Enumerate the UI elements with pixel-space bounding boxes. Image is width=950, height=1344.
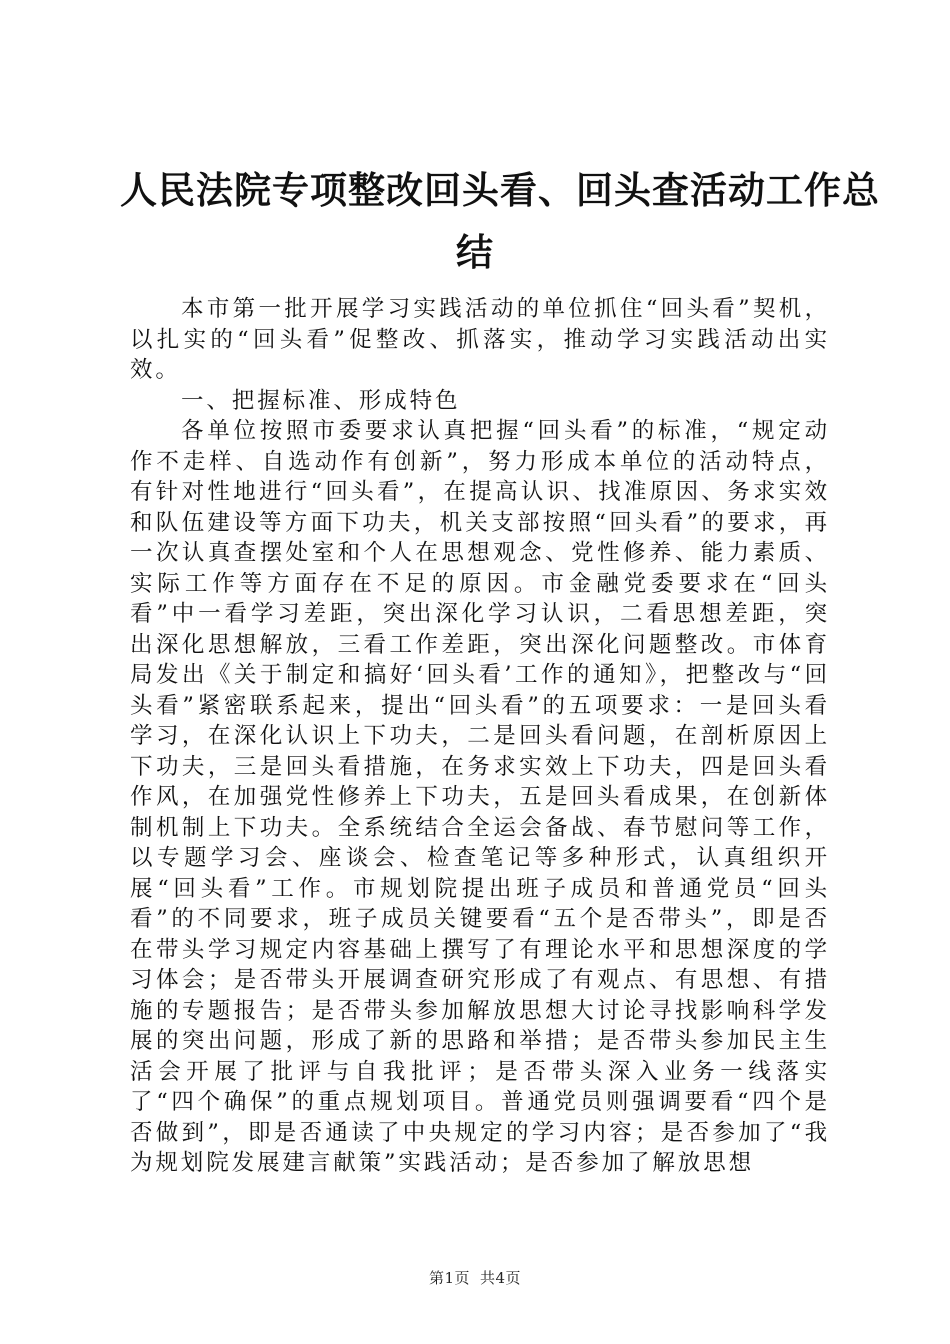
section-paragraph: 各单位按照市委要求认真把握“回头看”的标准，“规定动作不走样、自选动作有创新”，努力形成本单位的活动特点，有针对性地进行“回头看”，在提高认识、找准原因、务求实效和队伍建设等方面下功夫，机关支部按照“回头看”的要求，再一次认真查摆处室和个人在思想观念、党性修养、能力素质、实际工作等方面存在不足的原因。市金融党委要求在“回头看”中一看学习差距，突出深化学习认识，二看思想差距，突出深化思想解放，三看工作差距，突出深化问题整改。市体育局发出《关于制定和搞好‘回头看’工作的通知》，把整改与“回头看”紧密联系起来，提出“回头看”的五项要求：一是回头看学习，在深化认识上下功夫，二是回头看问题，在剖析原因上下功夫，三是回头看措施，在务求实效上下功夫，四是回头看作风，在加强党性修养上下功夫，五是回头看成果，在创新体制机制上下功夫。全系统结合全运会备战、春节慰问等工作，以专题学习会、座谈会、检查笔记等多种形式，认真组织开展“回头看”工作。市规划院提出班子成员和普通党员“回头看”的不同要求，班子成员关键要看“五个是否带头”，即是否在带头学习规定内容基础上撰写了有理论水平和思想深度的学习体会；是否带头开展调查研究形成了有观点、有思想、有措施的专题报告；是否带头参加解放思想大讨论寻找影响科学发展的突出问题，形成了新的思路和举措；是否带头参加民主生活会开展了批评与自我批评；是否带头深入业务一线落实了“四个确保”的重点规划项目。普通党员则强调要看“四个是否做到”，即是否通读了中央规定的学习内容；是否参加了“我为规划院发展建言献策”实践活动；是否参加了解放思想 <box>130 418 830 1176</box>
document-body <box>130 294 830 1179</box>
section-heading: 一、把握标准、形成特色 <box>181 387 461 414</box>
intro-paragraph: 本市第一批开展学习实践活动的单位抓住“回头看”契机，以扎实的“回头看”促整改、抓落实，推动学习实践活动出实效。 <box>130 296 830 383</box>
document-title-line2: 结 <box>456 231 494 274</box>
page-number-current: 第1页 <box>428 1269 470 1287</box>
page-footer <box>0 1267 950 1288</box>
page-number-total: 共4页 <box>480 1269 522 1287</box>
document-title-line1: 人民法院专项整改回头看、回头查活动工作总 <box>120 169 880 212</box>
